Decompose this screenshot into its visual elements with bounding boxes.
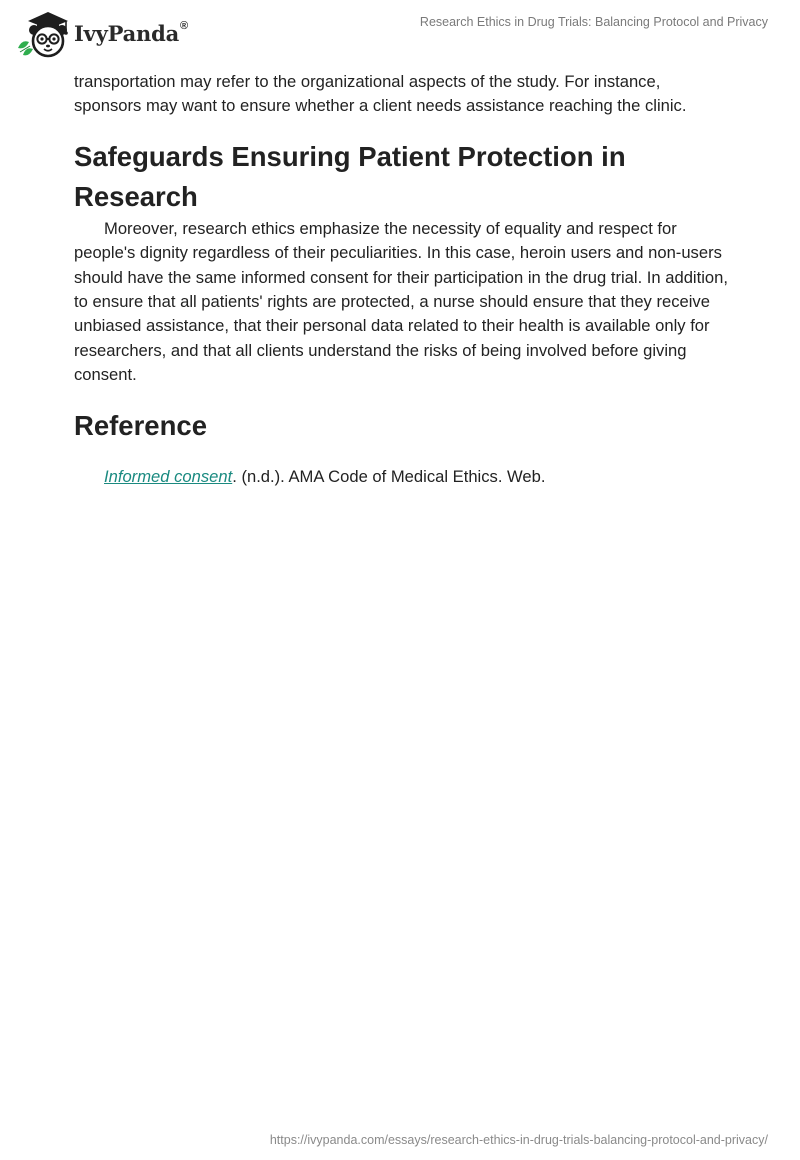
essay-content [74, 70, 730, 489]
running-title: Research Ethics in Drug Trials: Balancing Protocol and Privacy [419, 15, 768, 29]
intro-paragraph: transportation may refer to the organizational aspects of the study. For instance, sponsors may want to ensure whether a client needs assistance reaching the clinic. [74, 72, 687, 116]
registered-mark: ® [180, 19, 188, 32]
reference-entry [104, 465, 730, 489]
reference-link[interactable]: Informed consent [104, 466, 233, 486]
brand-name: IvyPanda® [74, 19, 188, 46]
ivypanda-logo[interactable] [14, 8, 188, 58]
section-paragraph: Moreover, research ethics emphasize the necessity of equality and respect for people's dignity regardless of their peculiarities. In this case, heroin users and non-users should have the same informed consent for their participation in the drug trial. In addition, to ensure that all patients' rights are protected, a nurse should ensure that they receive unbiased assistance, that their personal data related to their health is available only for researchers, and that all clients understand the risks of being involved before giving consent. [74, 218, 728, 385]
footer-url[interactable]: https://ivypanda.com/essays/research-ethics-in-drug-trials-balancing-protocol-and-privacy/ [269, 1133, 768, 1147]
panda-graduate-icon [14, 8, 72, 58]
reference-citation: . (n.d.). AMA Code of Medical Ethics. Web. [232, 466, 546, 486]
page-header [0, 0, 800, 66]
section-heading-safeguards: Safeguards Ensuring Patient Protection in Research [74, 140, 626, 212]
reference-heading: Reference [74, 409, 207, 441]
